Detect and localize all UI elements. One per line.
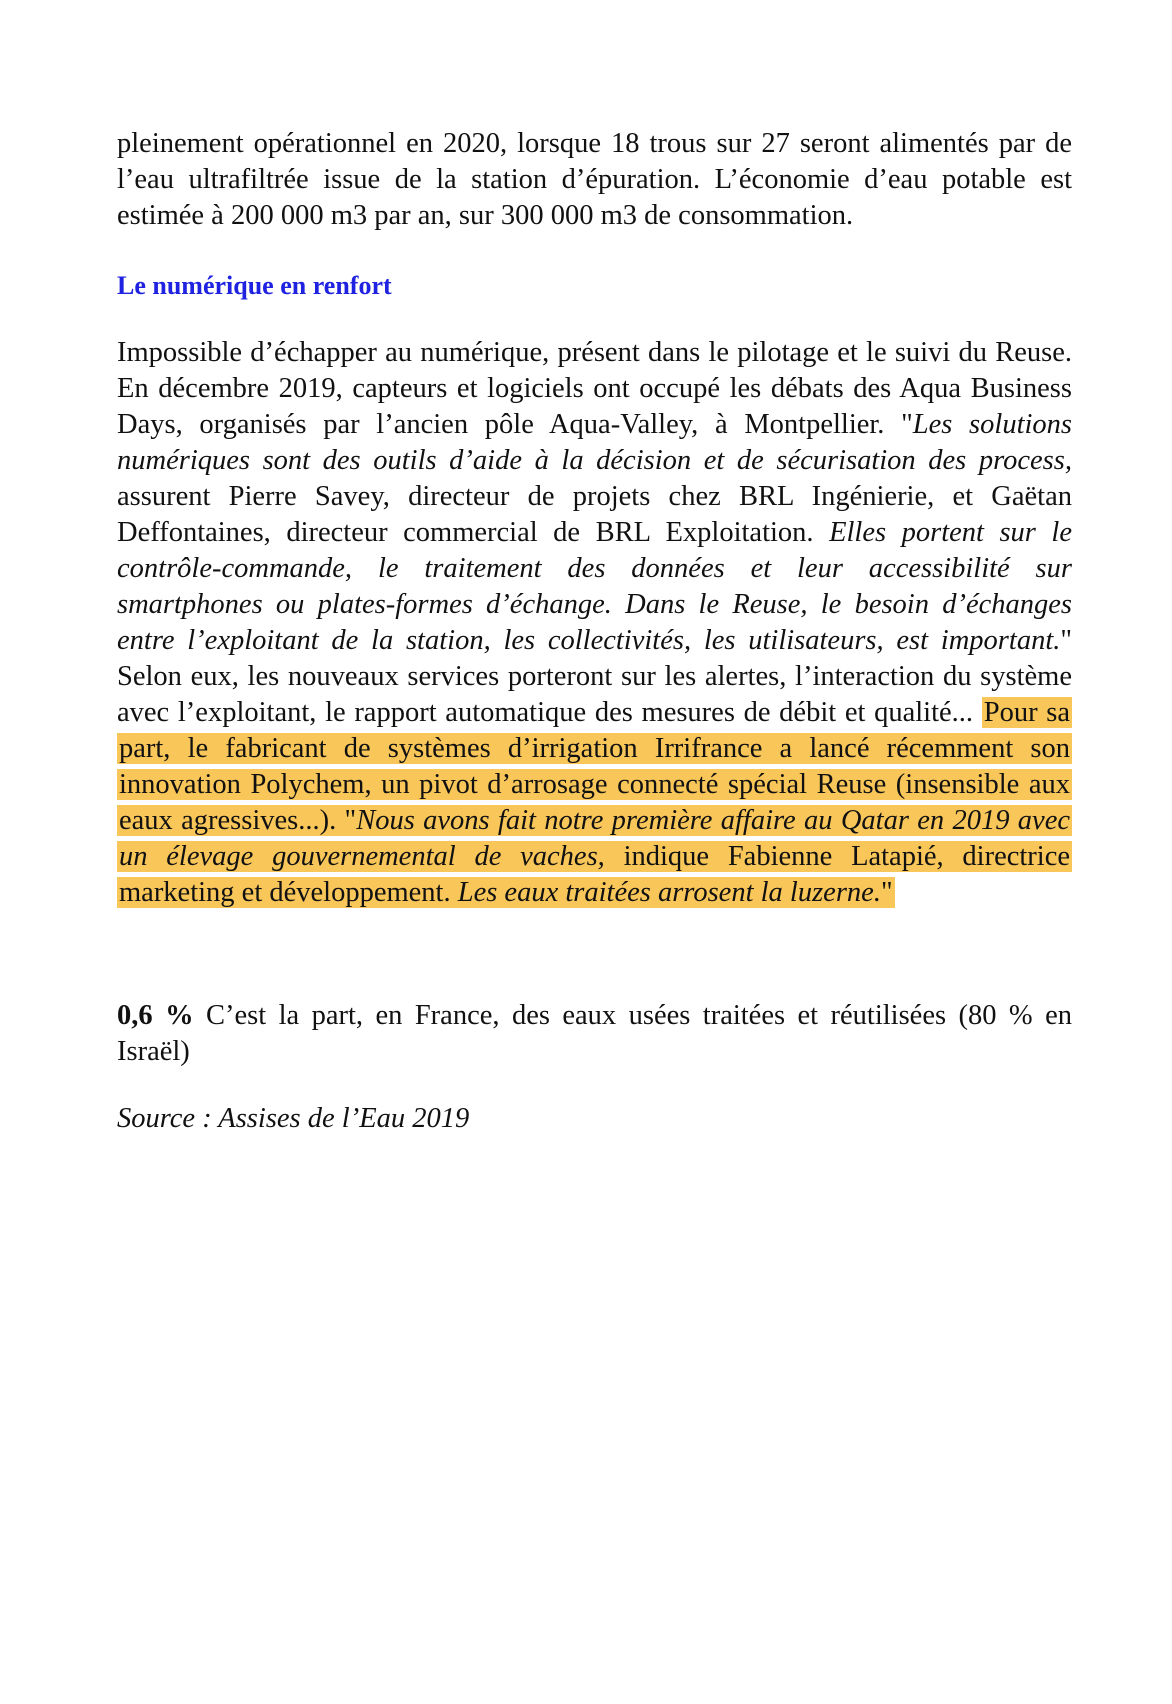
document-page <box>117 126 1072 1137</box>
highlighted-text: " <box>880 877 893 908</box>
statistic-value: 0,6 % <box>117 1000 194 1031</box>
paragraph-text: assurent Pierre Savey, directeur de projets chez BRL Ingénierie, et Gaëtan Deffontaines, directeur commercial de BRL Exploitation. <box>117 481 1072 548</box>
paragraph-numerique <box>117 335 1072 911</box>
paragraph-text: Impossible d’échapper au numérique, présent dans le pilotage et le suivi du Reuse. En décembre 2019, capteurs et logiciels ont occupé les débats des Aqua Business Days, organisés par l’ancien pôle Aqua-Valley, à Montpellier. " <box>117 337 1072 440</box>
highlighted-passage <box>117 697 1072 908</box>
statistic-text: C’est la part, en France, des eaux usées traitées et réutilisées (80 % en Israël) <box>117 1000 1073 1067</box>
highlighted-quote: Les eaux traitées arrosent la luzerne. <box>457 877 881 908</box>
source-citation: Source : Assises de l’Eau 2019 <box>117 1103 470 1134</box>
paragraph-golf-reuse: pleinement opérationnel en 2020, lorsque 18 trous sur 27 seront alimentés par de l’eau ultrafiltrée issue de la station d’épuration. L’économie d’eau potable est estimée à 200 000 m3 par an, sur 300 000 m3 de consommation. <box>117 128 1072 231</box>
quote-text: Les solutions numériques sont des outils d’aide à la décision et de sécurisation des process, <box>117 409 1072 476</box>
highlighted-text: Pour sa part, le fabricant de systèmes d’irrigation Irrifrance a lancé récemment son innovation Polychem, un pivot d’arrosage connecté spécial Reuse (insensible aux eaux agressives...). " <box>119 697 1070 836</box>
highlighted-text: indique Fabienne Latapié, directrice marketing et développement. <box>119 841 1070 908</box>
section-heading: Le numérique en renfort <box>117 271 392 300</box>
paragraph-text: " Selon eux, les nouveaux services porteront sur les alertes, l’interaction du système avec l’exploitant, le rapport automatique des mesures de débit et qualité... <box>117 625 1072 728</box>
quote-text: Elles portent sur le contrôle-commande, le traitement des données et leur accessibilité sur smartphones ou plates-formes d’échange. Dans le Reuse, le besoin d’échanges entre l’exploitant de la station, les collectivités, les utilisateurs, est important. <box>117 517 1072 656</box>
statistic-callout <box>117 998 1072 1070</box>
highlighted-quote: Nous avons fait notre première affaire au Qatar en 2019 avec un élevage gouvernemental de vaches, <box>119 805 1070 872</box>
